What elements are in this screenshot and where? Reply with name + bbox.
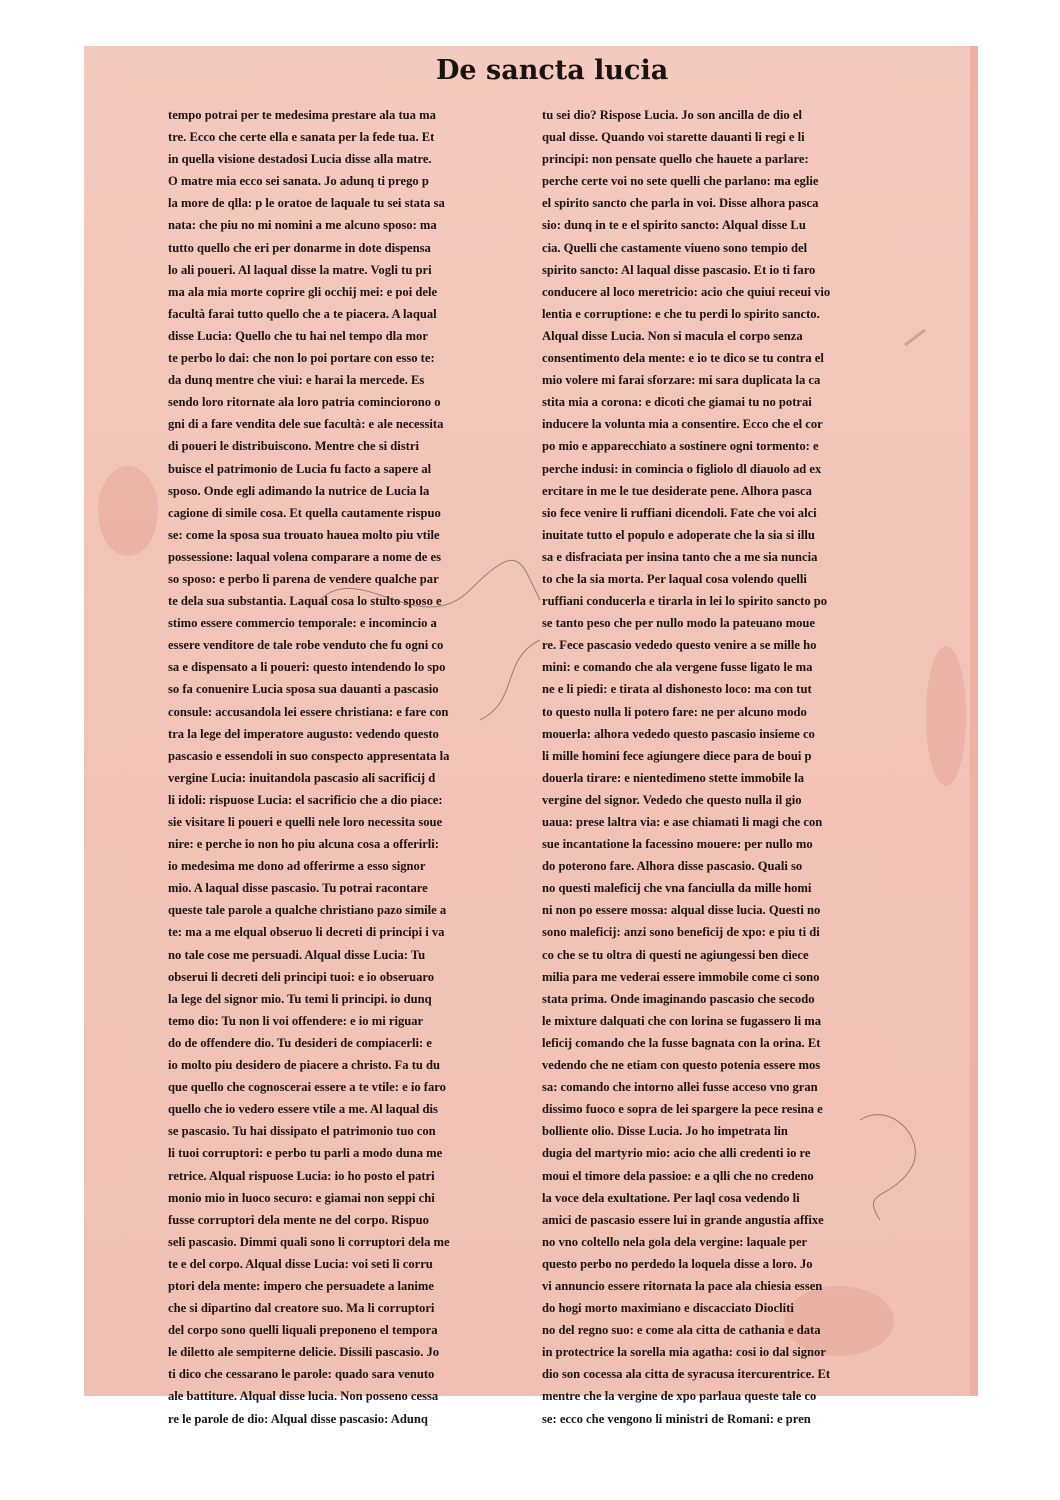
text-line: sue incantatione la facessino mouere: per nullo mo xyxy=(542,837,813,852)
text-line: no tale cose me persuadi. Alqual disse Lucia: Tu xyxy=(168,947,426,962)
text-line: del corpo sono quelli liquali preponeno el tempora xyxy=(168,1323,438,1338)
text-line: la voce dela exultatione. Per laql cosa vedendo li xyxy=(542,1190,800,1205)
text-line: io molto piu desidero de piacere a christo. Fa tu du xyxy=(168,1058,441,1073)
text-line: to questo nulla li potero fare: ne per alcuno modo xyxy=(542,704,807,719)
text-line: ti dico che cessarano le parole: quado sara venuto xyxy=(168,1367,435,1382)
text-line: questo perbo no perdedo la loquela disse a loro. Jo xyxy=(542,1256,813,1271)
text-line: obserui li decreti deli principi tuoi: e io obseruaro xyxy=(168,969,435,984)
text-line: sono maleficij: anzi sono beneficij de xpo: e piu ti di xyxy=(542,925,820,940)
text-line: di poueri le distribuiscono. Mentre che si distri xyxy=(168,439,419,454)
text-line: mini: e comando che ala vergene fusse ligato le ma xyxy=(542,660,813,675)
text-line: vi annuncio essere ritornata la pace ala chiesia essen xyxy=(542,1278,823,1293)
text-line: da dunq mentre che viui: e harai la mercede. Es xyxy=(168,373,425,388)
text-line: do de offendere dio. Tu desideri de compiacerli: e xyxy=(168,1035,432,1050)
text-line: se: come la sposa sua trouato hauea molto piu vtile xyxy=(168,527,440,542)
text-line: co che se tu oltra di questi ne agiungessi ben diece xyxy=(542,947,809,962)
text-line: consentimento dela mente: e io te dico se tu contra el xyxy=(542,351,824,366)
text-line: do poterono fare. Alhora disse pascasio. Quali so xyxy=(542,859,803,874)
text-line: tre. Ecco che certe ella e sanata per la fede tua. Et xyxy=(168,130,435,145)
text-line: se: ecco che vengono li ministri de Romani: e pren xyxy=(542,1411,811,1426)
text-line: pascasio e essendoli in suo conspecto appresentata la xyxy=(168,748,450,763)
text-line: che si dipartino dal creatore suo. Ma li corruptori xyxy=(168,1301,435,1316)
text-line: possessione: laqual volena comparare a nome de es xyxy=(168,549,441,564)
text-line: ptori dela mente: impero che persuadete a lanime xyxy=(168,1278,434,1293)
text-line: temo dio: Tu non li voi offendere: e io mi riguar xyxy=(168,1013,424,1028)
text-line: que quello che cognoscerai essere a te vtile: e io faro xyxy=(168,1080,446,1095)
text-line: ale battiture. Alqual disse lucia. Non posseno cessa xyxy=(168,1389,439,1404)
text-line: stimo essere commercio temporale: e incomincio a xyxy=(168,616,437,631)
text-line: no questi maleficij che vna fanciulla da mille homi xyxy=(542,881,812,896)
text-line: essere venditore de tale robe venduto che fu ogni co xyxy=(168,638,444,653)
text-line: li tuoi corruptori: e perbo tu parli a modo duna me xyxy=(168,1146,443,1161)
text-line: qual disse. Quando voi starette dauanti li regi e li xyxy=(542,130,805,145)
text-line: io medesima me dono ad offerirme a esso signor xyxy=(168,859,426,874)
text-line: sio: dunq in te e el spirito sancto: Alqual disse Lu xyxy=(542,218,806,233)
text-line: stata prima. Onde imaginando pascasio che secodo xyxy=(542,991,815,1006)
text-line: vergine Lucia: inuitandola pascasio ali sacrificij d xyxy=(168,770,436,785)
text-line: moui el timore dela passioe: e a qlli che no credeno xyxy=(542,1168,814,1183)
text-line: no del regno suo: e come ala citta de cathania e data xyxy=(542,1323,821,1338)
page-title: De sancta lucia xyxy=(436,55,669,86)
text-line: te e del corpo. Alqual disse Lucia: voi seti li corru xyxy=(168,1256,433,1271)
text-line: in quella visione destadosi Lucia disse alla matre. xyxy=(168,152,432,167)
text-line: dio son cocessa ala citta de syracusa itercurentrice. Et xyxy=(542,1367,831,1382)
text-line: po mio e apparecchiato a sostinere ogni tormento: e xyxy=(542,439,819,454)
text-line: perche certe voi no sete quelli che parlano: ma eglie xyxy=(542,174,819,189)
text-line: vergine del signor. Vededo che questo nulla il gio xyxy=(542,792,802,807)
text-line: le mixture dalquati che con lorina se fugassero li ma xyxy=(542,1013,822,1028)
text-line: li mille homini fece agiungere diece para de boui p xyxy=(542,748,812,763)
text-line: perche indusi: in comincia o figliolo dl diauolo ad ex xyxy=(542,461,822,476)
text-line: el spirito sancto che parla in voi. Disse alhora pasca xyxy=(542,196,819,211)
text-line: li idoli: rispuose Lucia: el sacrificio che a dio piace: xyxy=(168,792,443,807)
text-line: tempo potrai per te medesima prestare ala tua ma xyxy=(168,108,436,122)
text-line: quello che io vedero essere vtile a me. Al laqual dis xyxy=(168,1102,438,1117)
text-line: cagione di simile cosa. Et quella cautamente rispuo xyxy=(168,505,441,520)
text-line: leficij comando che la fusse bagnata con la orina. Et xyxy=(542,1035,821,1050)
text-line: inducere la volunta mia a consentire. Ecco che el cor xyxy=(542,417,823,432)
text-line: no vno coltello nela gola dela vergine: laquale per xyxy=(542,1234,808,1249)
text-line: dugia del martyrio mio: acio che alli credenti io re xyxy=(542,1146,811,1161)
text-line: ma ala mia morte coprire gli occhij mei: e poi dele xyxy=(168,284,438,299)
text-line: so sposo: e perbo li parena de vendere qualche par xyxy=(168,571,439,586)
text-line: facultà farai tutto quello che a te piacera. A laqual xyxy=(168,306,437,321)
text-line: conducere al loco meretricio: acio che quiui receui vio xyxy=(542,284,831,299)
text-line: douerla tirare: e nientedimeno stette immobile la xyxy=(542,770,805,785)
text-line: buisce el patrimonio de Lucia fu facto a sapere al xyxy=(168,461,432,476)
text-line: sa e disfraciata per insina tanto che a me sia nuncia xyxy=(542,549,818,564)
text-line: sa e dispensato a li poueri: questo intendendo lo spo xyxy=(168,660,446,675)
text-line: ne e li piedi: e tirata al dishonesto loco: ma con tut xyxy=(542,682,812,697)
text-line: mouerla: alhora vededo questo pascasio insieme co xyxy=(542,726,815,741)
text-line: gni di a fare vendita dele sue facultà: e ale necessita xyxy=(168,417,444,432)
text-line: mio volere mi farai sforzare: mi sara duplicata la ca xyxy=(542,373,821,388)
text-line: mio. A laqual disse pascasio. Tu potrai racontare xyxy=(168,881,428,896)
text-line: te perbo lo dai: che non lo poi portare con esso te: xyxy=(168,351,435,366)
text-line: stita mia a corona: e dicoti che giamai tu no potrai xyxy=(542,395,812,410)
text-line: bolliente olio. Disse Lucia. Jo ho impetrata lin xyxy=(542,1124,788,1139)
text-line: nire: e perche io non ho piu alcuna cosa a offerirli: xyxy=(168,837,439,852)
text-line: te dela sua substantia. Laqual cosa lo stulto sposo e xyxy=(168,594,442,609)
text-line: cia. Quelli che castamente viueno sono tempio del xyxy=(542,240,808,255)
text-line: sposo. Onde egli adimando la nutrice de Lucia la xyxy=(168,483,430,498)
text-line: to che la sia morta. Per laqual cosa volendo quelli xyxy=(542,571,807,586)
text-line: tu sei dio? Rispose Lucia. Jo son ancilla de dio el xyxy=(542,108,802,122)
text-line: ercitare in me le tue desiderate pene. Alhora pasca xyxy=(542,483,812,498)
text-line: queste tale parole a qualche christiano pazo simile a xyxy=(168,903,447,918)
text-line: fusse corruptori dela mente ne del corpo. Rispuo xyxy=(168,1212,429,1227)
text-line: la lege del signor mio. Tu temi li principi. io dunq xyxy=(168,991,432,1006)
text-line: O matre mia ecco sei sanata. Jo adunq ti prego p xyxy=(168,174,429,189)
text-line: lentia e corruptione: e che tu perdi lo spirito sancto. xyxy=(542,306,820,321)
text-line: sendo loro ritornate ala loro patria cominciorono o xyxy=(168,395,441,410)
text-line: te: ma a me elqual obseruo li decreti di principi i va xyxy=(168,925,445,940)
text-line: sio fece venire li ruffiani dicendoli. Fate che voi alci xyxy=(542,505,817,520)
text-line: re. Fece pascasio vededo questo venire a se mille ho xyxy=(542,638,817,653)
text-line: tutto quello che eri per donarme in dote dispensa xyxy=(168,240,431,255)
text-line: milia para me vederai essere immobile come ci sono xyxy=(542,969,820,984)
text-line: principi: non pensate quello che hauete a parlare: xyxy=(542,152,809,167)
text-line: se tanto peso che per nullo modo la pateuano moue xyxy=(542,616,815,631)
text-line: sa: comando che intorno allei fusse acceso vno gran xyxy=(542,1080,818,1095)
text-line: mentre che la vergine de xpo parlaua queste tale co xyxy=(542,1389,817,1404)
text-line: retrice. Alqual rispuose Lucia: io ho posto el patri xyxy=(168,1168,435,1183)
text-line: so fa conuenire Lucia sposa sua dauanti a pascasio xyxy=(168,682,439,697)
text-line: tra la lege del imperatore augusto: vedendo questo xyxy=(168,726,439,741)
text-line: Alqual disse Lucia. Non si macula el corpo senza xyxy=(542,328,803,343)
text-line: do hogi morto maximiano e discacciato Diocliti xyxy=(542,1301,794,1316)
text-line: lo ali poueri. Al laqual disse la matre. Vogli tu pri xyxy=(168,262,432,277)
text-line: spirito sancto: Al laqual disse pascasio. Et io ti faro xyxy=(542,262,816,277)
text-line: sie visitare li poueri e quelli nele loro necessita soue xyxy=(168,815,443,829)
text-line: disse Lucia: Quello che tu hai nel tempo dla mor xyxy=(168,328,428,343)
text-line: ruffiani conducerla e tirarla in lei lo spirito sancto po xyxy=(542,594,828,609)
text-line: inuitate tutto el populo e adoperate che la sia si illu xyxy=(542,527,815,542)
text-line: in protectrice la sorella mia agatha: cosi io dal signor xyxy=(542,1345,826,1360)
text-line: monio mio in luoco securo: e giamai non seppi chi xyxy=(168,1190,435,1205)
text-line: vedendo che ne etiam con questo potenia essere mos xyxy=(542,1058,821,1073)
text-line: nata: che piu no mi nomini a me alcuno sposo: ma xyxy=(168,218,437,233)
text-line: la more de qlla: p le oratoe de laquale tu sei stata sa xyxy=(168,196,445,211)
text-line: re le parole de dio: Alqual disse pascasio: Adunq xyxy=(168,1411,428,1426)
text-line: dissimo fuoco e sopra de lei spargere la pece resina e xyxy=(542,1102,823,1117)
text-line: amici de pascasio essere lui in grande angustia affixe xyxy=(542,1212,824,1227)
text-line: le diletto ale sempiterne delicie. Dissili pascasio. Jo xyxy=(168,1345,440,1360)
text-line: ni non po essere mossa: alqual disse lucia. Questi no xyxy=(542,903,821,918)
text-line: seli pascasio. Dimmi quali sono li corruptori dela me xyxy=(168,1234,450,1249)
text-line: consule: accusandola lei essere christiana: e fare con xyxy=(168,704,449,719)
text-line: uaua: prese laltra via: e ase chiamati li magi che con xyxy=(542,815,823,829)
text-line: se pascasio. Tu hai dissipato el patrimonio tuo con xyxy=(168,1124,436,1139)
